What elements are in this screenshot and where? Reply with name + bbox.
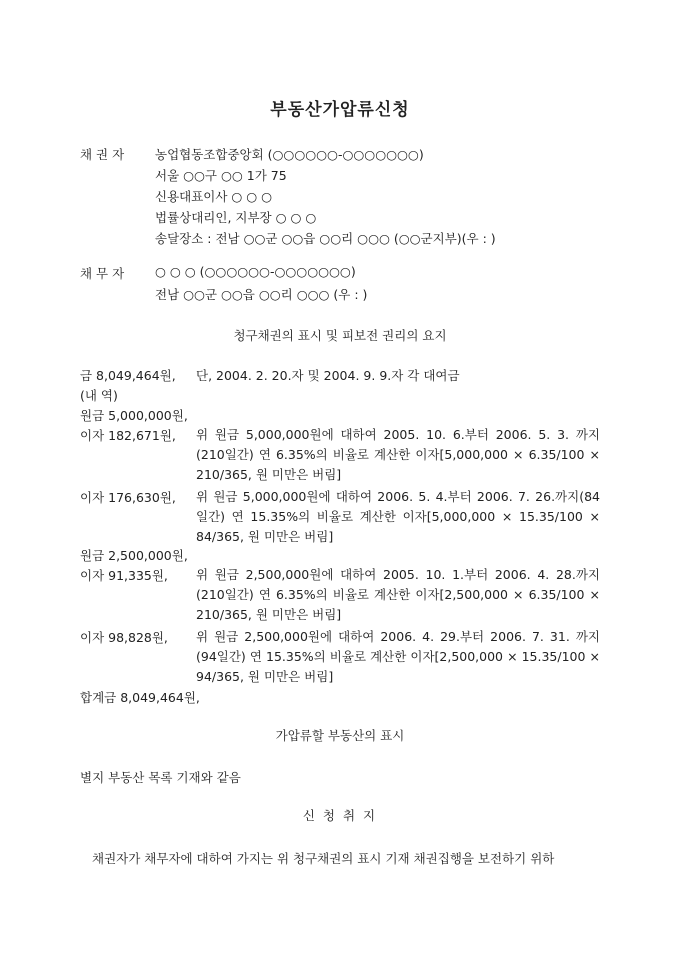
- claim-total-desc: 단, 2004. 2. 20.자 및 2004. 9. 9.자 각 대여금: [196, 368, 460, 383]
- interest-4: 이자 98,828원,: [80, 630, 168, 645]
- purpose-text: 채권자가 채무자에 대하여 가지는 위 청구채권의 표시 기재 채권집행을 보전하기 위하: [92, 851, 555, 866]
- creditor-name: 농업협동조합중앙회 (○○○○○○-○○○○○○○): [155, 147, 424, 162]
- interest-2-desc: 위 원금 5,000,000원에 대하여 2006. 5. 4.부터 2006. 7. 26.까지(84일간) 연 15.35%의 비율로 계산한 이자[5,000,000 × 15.35/100 × 84/365, 원 미만은 버림]: [196, 489, 600, 544]
- claim-sum: 합계금 8,049,464원,: [80, 690, 200, 705]
- claim-breakdown-label: (내 역): [80, 388, 118, 403]
- document-title: 부동산가압류신청: [270, 100, 410, 120]
- interest-2: 이자 176,630원,: [80, 490, 176, 505]
- interest-3-desc: 위 원금 2,500,000원에 대하여 2005. 10. 1.부터 2006. 4. 28.까지(210일간) 연 6.35%의 비율로 계산한 이자[2,500,000 × 6.35/100 × 210/365, 원 미만은 버림]: [196, 567, 600, 622]
- debtor-address: 전남 ○○군 ○○읍 ○○리 ○○○ (우 : ): [155, 287, 368, 302]
- claim-heading: 청구채권의 표시 및 피보전 권리의 요지: [233, 328, 447, 343]
- interest-1-desc: 위 원금 5,000,000원에 대하여 2005. 10. 6.부터 2006. 5. 3. 까지(210일간) 연 6.35%의 비율로 계산한 이자[5,000,000 × 6.35/100 × 210/365, 원 미만은 버림]: [196, 427, 600, 482]
- property-heading: 가압류할 부동산의 표시: [275, 728, 405, 743]
- creditor-legal-agent: 법률상대리인, 지부장 ○ ○ ○: [155, 210, 317, 225]
- interest-3: 이자 91,335원,: [80, 568, 168, 583]
- creditor-delivery-address: 송달장소 : 전남 ○○군 ○○읍 ○○리 ○○○ (○○군지부)(우 : ): [155, 231, 496, 246]
- interest-4-desc: 위 원금 2,500,000원에 대하여 2006. 4. 29.부터 2006. 7. 31. 까지(94일간) 연 15.35%의 비율로 계산한 이자[2,500,000 × 15.35/100 × 94/365, 원 미만은 버림]: [196, 629, 600, 684]
- creditor-address: 서울 ○○구 ○○ 1가 75: [155, 168, 287, 183]
- principal-2: 원금 2,500,000원,: [80, 548, 188, 563]
- claim-total: 금 8,049,464원,: [80, 368, 176, 383]
- creditor-representative: 신용대표이사 ○ ○ ○: [155, 189, 273, 204]
- principal-1: 원금 5,000,000원,: [80, 408, 188, 423]
- debtor-label: 채 무 자: [80, 266, 125, 281]
- creditor-label: 채 권 자: [80, 147, 125, 162]
- interest-1: 이자 182,671원,: [80, 428, 176, 443]
- purpose-heading: 신 청 취 지: [302, 808, 378, 823]
- debtor-name: ○ ○ ○ (○○○○○○-○○○○○○○): [155, 264, 356, 279]
- property-text: 별지 부동산 목록 기재와 같음: [80, 770, 241, 785]
